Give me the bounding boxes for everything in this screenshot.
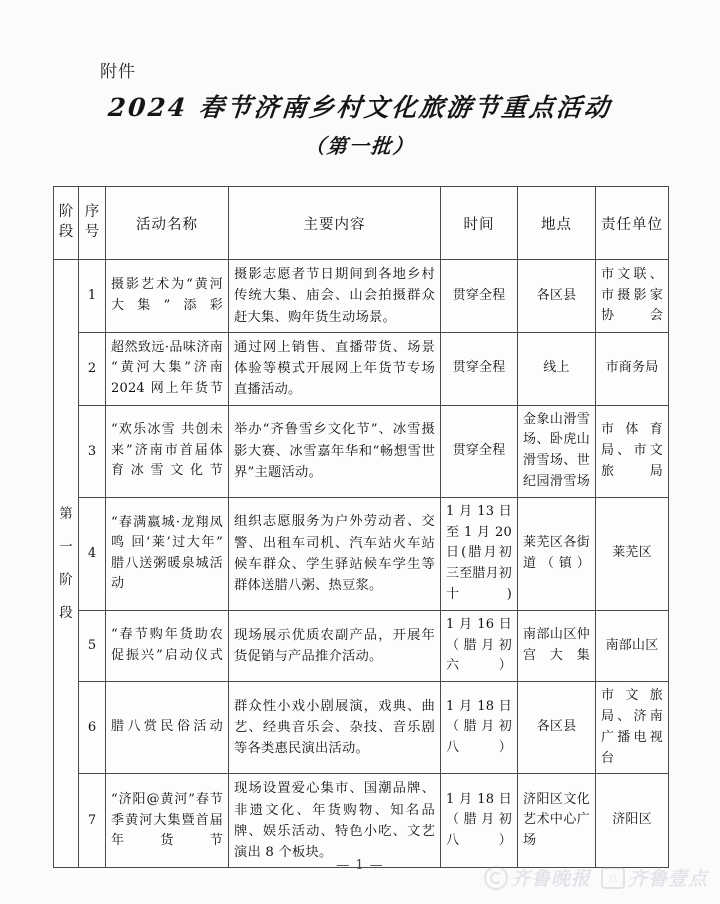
table-row — [54, 260, 669, 333]
row-index: 4 — [79, 497, 106, 610]
row-index: 2 — [79, 332, 106, 405]
activity-unit: 莱芜区 — [596, 497, 669, 610]
rounded-square-logo-icon: 点 — [601, 867, 625, 889]
activity-detail: 举办“齐鲁雪乡文化节”、冰雪摄影大赛、冰雪嘉年华和“畅想雪世界”主题活动。 — [229, 405, 441, 497]
activity-place: 各区县 — [518, 682, 596, 774]
column-header-stage-line1: 阶 — [58, 204, 74, 221]
activity-name: 超然致远·品味济南“黄河大集”济南 2024 网上年货节 — [106, 332, 229, 405]
column-header-name: 活动名称 — [106, 187, 229, 260]
page-title: 2024 春节济南乡村文化旅游节重点活动 — [106, 93, 613, 122]
activity-place: 线上 — [518, 332, 596, 405]
activity-detail: 群众性小戏小剧展演，戏典、曲艺、经典音乐会、杂技、音乐剧等各类惠民演出活动。 — [229, 682, 441, 774]
watermark — [484, 864, 708, 891]
activity-time: 贯穿全程 — [441, 332, 518, 405]
activity-time: 贯穿全程 — [441, 405, 518, 497]
activity-place: 莱芜区各街道（镇） — [518, 497, 596, 610]
stage-char: 一 — [59, 538, 73, 555]
activity-detail: 通过网上销售、直播带货、场景体验等模式开展网上年货节专场直播活动。 — [229, 332, 441, 405]
activity-time: 1 月 18 日（腊月初八） — [441, 774, 518, 868]
column-header-no — [79, 187, 106, 260]
table-row — [54, 774, 669, 868]
activity-detail: 现场展示优质农副产品，开展年货促销与产品推介活动。 — [229, 610, 441, 681]
column-header-time: 时间 — [441, 187, 518, 260]
table-row — [54, 332, 669, 405]
watermark-primary-text: 齐鲁晚报 — [510, 868, 591, 890]
table-row — [54, 497, 669, 610]
activity-detail: 组织志愿服务为户外劳动者、交警、出租车司机、汽车站火车站候车群众、学生驿站候车学生等群体送腊八粥、热豆浆。 — [229, 497, 441, 610]
row-index: 3 — [79, 405, 106, 497]
activity-detail: 摄影志愿者节日期间到各地乡村传统大集、庙会、山会拍摄群众赶大集、购年货生动场景。 — [229, 260, 441, 333]
activity-name: “春满嬴城·龙翔凤鸣 回‘莱’过大年”腊八送粥暖泉城活动 — [106, 497, 229, 610]
activity-time: 贯穿全程 — [441, 260, 518, 333]
stage-char: 第 — [59, 505, 73, 522]
column-header-stage-line2: 段 — [58, 224, 74, 240]
activity-name: 腊八赏民俗活动 — [106, 682, 229, 774]
activity-table — [53, 186, 669, 868]
stage-cell — [54, 260, 79, 868]
activity-time: 1 月 16 日（腊月初六） — [441, 610, 518, 681]
activity-name: 摄影艺术为“黄河大集”添彩 — [106, 260, 229, 333]
row-index: 1 — [79, 260, 106, 333]
table-row — [54, 405, 669, 497]
column-header-unit: 责任单位 — [596, 187, 669, 260]
column-header-detail: 主要内容 — [229, 187, 441, 260]
activity-place: 各区县 — [518, 260, 596, 333]
activity-place: 南部山区仲宫大集 — [518, 610, 596, 681]
watermark-secondary-text: 齐鲁壹点 — [627, 868, 708, 890]
stage-char: 阶 — [59, 571, 73, 588]
activity-place: 济阳区文化艺术中心广场 — [518, 774, 596, 868]
watermark-secondary — [601, 864, 708, 891]
spiral-logo-icon — [484, 866, 508, 890]
activity-name: “济阳@黄河”春节季黄河大集暨首届年货节 — [106, 774, 229, 868]
activity-name: “欢乐冰雪 共创未来”济南市首届体育冰雪文化节 — [106, 405, 229, 497]
table-row — [54, 610, 669, 681]
activity-table-wrapper — [53, 186, 668, 868]
column-header-no-line2: 号 — [84, 224, 100, 240]
page-subtitle: （第一批） — [303, 134, 416, 158]
page-number: — 1 — — [336, 858, 384, 873]
row-index: 6 — [79, 682, 106, 774]
activity-unit: 市体育局、市文旅局 — [596, 405, 669, 497]
table-header-row — [54, 187, 669, 260]
column-header-place: 地点 — [518, 187, 596, 260]
activity-unit: 市文旅局、济南广播电视台 — [596, 682, 669, 774]
watermark-primary — [484, 864, 591, 891]
activity-name: “春节购年货助农促振兴”启动仪式 — [106, 610, 229, 681]
activity-place: 金象山滑雪场、卧虎山滑雪场、世纪园滑雪场 — [518, 405, 596, 497]
row-index: 7 — [79, 774, 106, 868]
activity-unit: 市商务局 — [596, 332, 669, 405]
table-row — [54, 682, 669, 774]
row-index: 5 — [79, 610, 106, 681]
activity-unit: 南部山区 — [596, 610, 669, 681]
activity-time: 1 月 18 日（腊月初八） — [441, 682, 518, 774]
stage-char: 段 — [59, 604, 73, 621]
activity-detail: 现场设置爱心集市、国潮品牌、非遗文化、年货购物、知名品牌、娱乐活动、特色小吃、文艺演出 8 个板块。 — [229, 774, 441, 868]
column-header-no-line1: 序 — [84, 204, 100, 221]
activity-unit: 市文联、市摄影家协会 — [596, 260, 669, 333]
activity-unit: 济阳区 — [596, 774, 669, 868]
activity-time: 1 月 13 日至 1 月 20 日(腊月初三至腊月初十) — [441, 497, 518, 610]
attachment-label: 附件 — [100, 62, 136, 82]
column-header-stage — [54, 187, 79, 260]
